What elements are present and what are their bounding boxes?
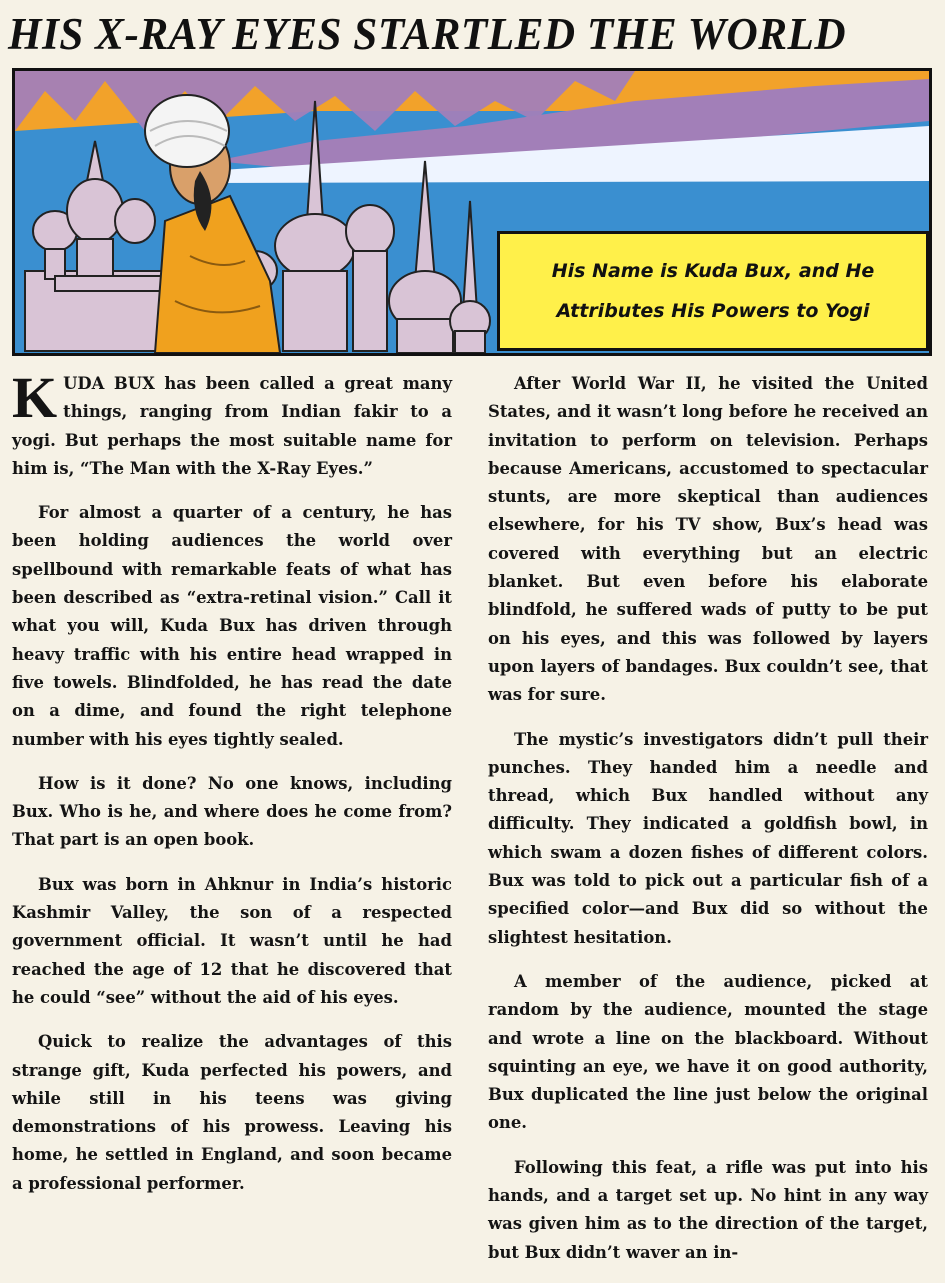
illustration-caption xyxy=(497,231,929,351)
paragraph-5: Quick to realize the advantages of this strange gift, Kuda perfected his powers, and while still in his teens was giving demonstrations of his prowess. Leaving his home, he settled in England, and soon became a professional performer. xyxy=(12,1032,452,1193)
article-headline: HIS X-RAY EYES STARTLED THE WORLD xyxy=(8,9,847,59)
paragraph-3: How is it done? No one knows, including Bux. Who is he, and where does he come from? That part is an open book. xyxy=(12,773,452,850)
article-column-right xyxy=(488,370,928,1283)
drop-cap: K xyxy=(12,365,58,430)
paragraph-1 xyxy=(12,365,452,483)
caption-line-2: Attributes His Powers to Yogi xyxy=(556,300,870,322)
paragraph-6: After World War II, he visited the United States, and it wasn’t long before he received an invitation to perform on television. Perhaps because Americans, accustomed to spectacular stunts, are more skeptical than audiences elsewhere, for his TV show, Bux’s head was covered with everything but an electric blanket. But even before his elaborate blindfold, he suffered wads of putty to be put on his eyes, and this was followed by layers upon layers of bandages. Bux couldn’t see, that was for sure. xyxy=(488,374,928,705)
caption-line-1: His Name is Kuda Bux, and He xyxy=(551,260,875,282)
paragraph-7: The mystic’s investigators didn’t pull their punches. They handed him a needle and thread, which Bux handled without any difficulty. They indicated a goldfish bowl, in which swam a dozen fishes of different colors. Bux was told to pick out a particular fish of a specified color—and Bux did so without the slightest hesitation. xyxy=(488,729,928,947)
paragraph-2: For almost a quarter of a century, he has been holding audiences the world over spellbound with remarkable feats of what has been described as “extra-retinal vision.” Call it what you will, Kuda Bux has driven through heavy traffic with his entire head wrapped in five towels. Blindfolded, he has read the date on a dime, and found the right telephone number with his eyes tightly sealed. xyxy=(12,503,452,749)
paragraph-8: A member of the audience, picked at random by the audience, mounted the stage and wrote a line on the blackboard. Without squinting an eye, we have it on good authority, Bux duplicated the line just below the original one. xyxy=(488,971,928,1133)
illustration-panel xyxy=(12,68,932,356)
paragraph-9: Following this feat, a rifle was put into his hands, and a target set up. No hint in any way was given him as to the direction of the target, but Bux didn’t waver an in- xyxy=(488,1157,928,1262)
paragraph-1-text: UDA BUX has been called a great many things, ranging from Indian fakir to a yogi. But perhaps the most suitable name for him is, “The Man with the X-Ray Eyes.” xyxy=(12,374,452,478)
paragraph-4: Bux was born in Ahknur in India’s historic Kashmir Valley, the son of a respected government official. It wasn’t until he had reached the age of 12 that he discovered that he could “see” without the aid of his eyes. xyxy=(12,874,452,1007)
article-column-left xyxy=(12,365,452,1214)
